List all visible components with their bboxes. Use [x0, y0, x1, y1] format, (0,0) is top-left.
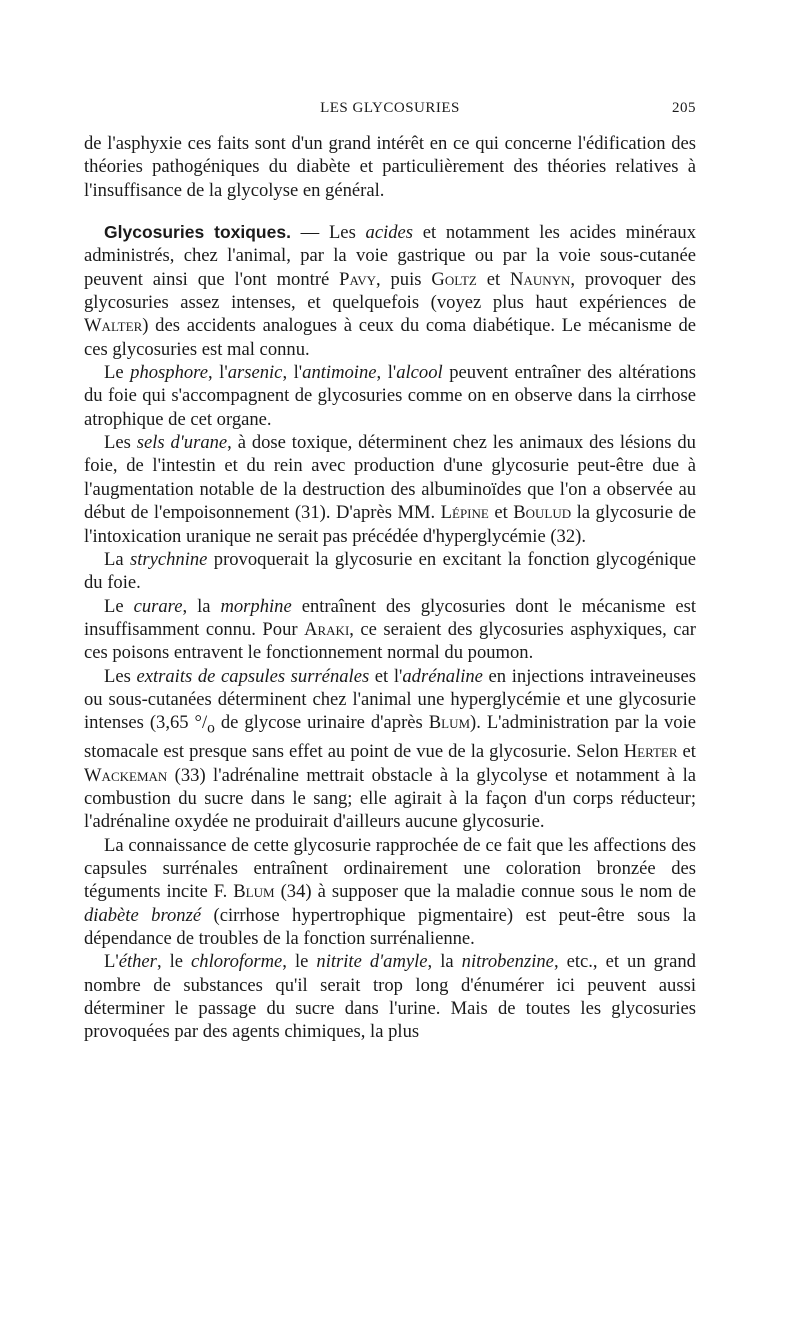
author-name: Pavy [339, 268, 376, 290]
italic-term: morphine [220, 595, 292, 617]
text-run: et [677, 741, 696, 763]
paragraph-phosphore [84, 361, 696, 431]
italic-term: éther [118, 951, 157, 973]
author-name: Naunyn [510, 268, 571, 290]
text-run: (34) à supposer que la maladie connue sous le nom de [274, 881, 696, 903]
text-run: La [104, 548, 130, 570]
text-run: la glycosurie de l'intoxication uranique ne serait pas précédée d'hyperglycémie (32). [84, 502, 697, 547]
paragraph-glycosuries-toxiques [84, 221, 696, 361]
paragraph-text: de l'asphyxie ces faits sont d'un grand intérêt en ce qui concerne l'édification des théories pathogéniques du diabète et particulièrement des théories relatives à l'insuffisance de la glycolyse en général. [84, 133, 696, 201]
text-run: et notamment les acides minéraux administrés, chez l'animal, par la voie gastrique ou par la voie sous-cutanée peuvent ainsi que l'ont montré [84, 222, 696, 290]
text-run: (cirrhose hypertrophique pigmentaire) est peut-être sous la dépendance de troubles de la fonction surrénalienne. [84, 904, 696, 950]
text-run: et l' [369, 665, 403, 687]
author-name: Boulud [513, 502, 572, 524]
text-run: , provoquer des glycosuries assez intenses, et quelquefois (voyez plus haut expériences de [84, 268, 696, 314]
italic-term: antimoine [302, 362, 377, 384]
italic-term: alcool [396, 362, 443, 384]
paragraph-diabete-bronze [84, 834, 696, 951]
section-gap [84, 202, 696, 221]
text-run: provoquerait la glycosurie en excitant la fonction glycogénique du foie. [84, 548, 697, 594]
text-run: (33) l'adrénaline mettrait obstacle à la glycolyse et notamment à la combustion du sucre dans le sang; elle agirait à la façon d'un corps réducteur; l'adrénaline oxydée ne produirait d'ailleurs aucune glycosurie. [84, 764, 696, 833]
per-mille-subscript: o [207, 719, 215, 737]
italic-term: nitrite d'amyle [316, 951, 428, 973]
text-run: , le [282, 951, 317, 973]
text-run: , l' [282, 362, 303, 384]
text-run: peuvent entraîner des altérations du foie qui s'accompagnent de glycosuries comme on en observe dans la cirrhose atrophique de cet organe. [84, 362, 696, 430]
italic-term: curare [133, 595, 183, 617]
paragraph-strychnine [84, 548, 696, 595]
text-run: , puis [375, 268, 432, 290]
text-run: Le [104, 595, 134, 617]
italic-term: strychnine [129, 548, 208, 570]
italic-term: extraits de capsules surrénales [136, 665, 370, 687]
italic-term: adrénaline [402, 665, 483, 687]
text-run: ) des accidents analogues à ceux du coma diabétique. Le mécanisme de ces glycosuries est mal connu. [84, 315, 696, 360]
text-run: , l' [207, 362, 228, 384]
italic-term: diabète bronzé [84, 904, 202, 926]
text-run: , ce seraient des glycosuries asphyxiques, car ces poisons entravent le fonctionnement normal du poumon. [84, 618, 697, 664]
author-name: Walter [84, 315, 143, 337]
author-name: Goltz [431, 268, 477, 290]
text-run: , le [156, 951, 192, 973]
text-run: La connaissance de cette glycosurie rapprochée de ce fait que les affections des capsules surrénales entraînent ordinairement une coloration bronzée des téguments incite F. [84, 834, 696, 903]
paragraph-ether [84, 950, 696, 1043]
author-name: Wackeman [84, 764, 168, 786]
italic-term: nitrobenzine [461, 951, 554, 973]
text-run: , la [427, 951, 462, 973]
text-run: L' [104, 951, 119, 973]
paragraph-sels-urane [84, 431, 696, 548]
author-name: Araki [304, 618, 350, 640]
text-run: entraînent des glycosuries dont le mécanisme est insuffisamment connu. Pour [84, 595, 696, 640]
text-run: Les [104, 432, 137, 454]
text-run: de glycose urinaire d'après [214, 712, 429, 734]
author-name: Herter [623, 741, 678, 763]
section-heading: Glycosuries toxiques. [104, 222, 291, 243]
paragraph-extraits-capsules [84, 665, 696, 834]
page-header [84, 100, 696, 124]
text-run: et [476, 268, 511, 290]
paragraph-curare [84, 595, 696, 665]
text-run: — Les [290, 222, 366, 244]
page-number: 205 [672, 100, 696, 116]
text-run: , etc., et un grand nombre de substances qu'il serait trop long d'énumérer ici peuvent aussi déterminer le passage du sucre dans l'urine. Mais de toutes les glycosuries provoquées par des agents chimiques, la plus [84, 951, 696, 1043]
text-run: en injections intraveineuses ou sous-cutanées déterminent chez l'animal une hyperglycémie et une glycosurie intenses (3,65 °/ [84, 665, 697, 734]
page-body [84, 132, 696, 1044]
text-run: ). L'administration par la voie stomacale est presque sans effet au point de vue de la glycosurie. Selon [84, 712, 696, 763]
text-run: , à dose toxique, déterminent chez les animaux des lésions du foie, de l'intestin et du rein avec production d'une glycosurie peut-être due à l'augmentation notable de la destruction des albuminoïdes que l'on a observée au début de l'empoisonnement (31). D'après MM. [84, 432, 696, 524]
text-run: , la [182, 595, 221, 617]
italic-term: chloroforme [191, 951, 283, 973]
paragraph-asphyxie [84, 132, 696, 202]
author-name: Blum [233, 881, 275, 903]
text-run: Le [104, 362, 131, 384]
running-title: LES GLYCOSURIES [320, 100, 460, 116]
text-run: et [488, 502, 514, 524]
italic-term: phosphore [130, 362, 208, 384]
text-run: , l' [376, 362, 397, 384]
author-name: Blum [428, 712, 471, 734]
author-name: Lépine [440, 502, 489, 524]
italic-term: sels d'urane [136, 432, 228, 454]
italic-term: arsenic [227, 362, 283, 384]
text-run: Les [104, 665, 137, 687]
italic-term: acides [365, 222, 414, 244]
